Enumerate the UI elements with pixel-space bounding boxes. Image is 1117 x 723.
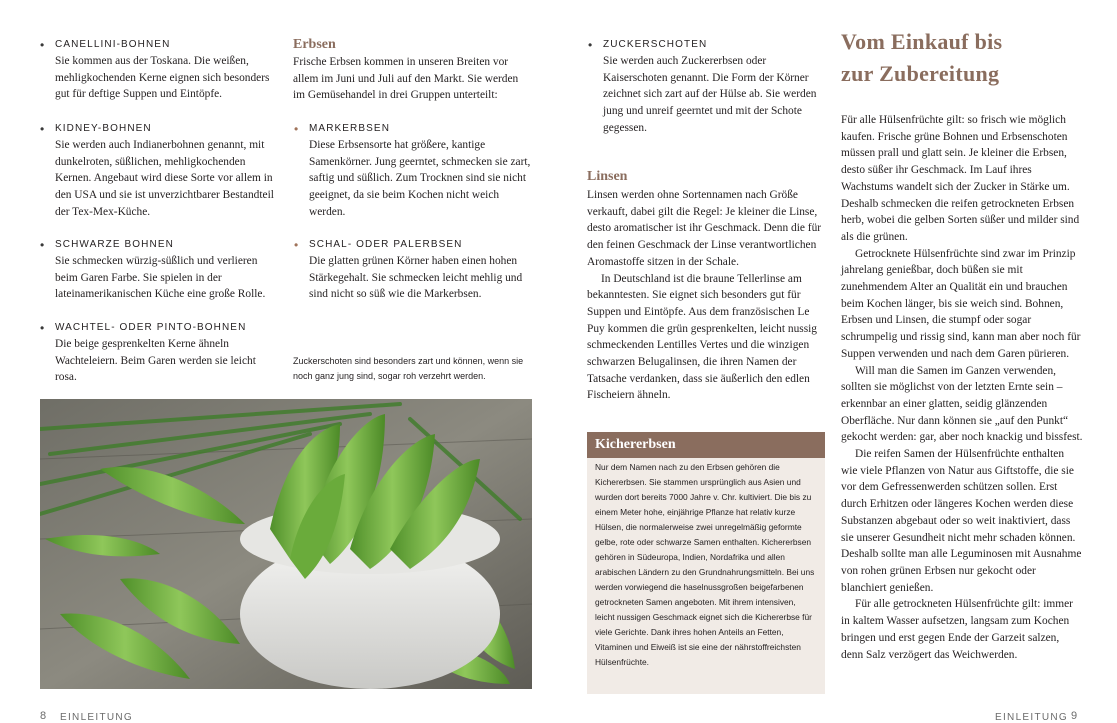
bullet-dot-icon: •: [40, 38, 46, 52]
footer-label-left: EINLEITUNG: [60, 712, 134, 723]
bullet-dot-icon: •: [588, 38, 594, 52]
bullet-schalerbsen: [294, 237, 531, 303]
bullet-dot-icon: •: [294, 238, 300, 252]
bullet-text: Sie werden auch Indianerbohnen genannt, mit dunkelroten, süßlichen, mehligkochenden Kernen. Angebaut wird diese Sorte vor allem in den USA und sie ist unverzichtbarer Bestandteil der Tex-Mex-Küche.: [55, 139, 274, 218]
snow-peas-illustration: [40, 399, 532, 689]
linsen-para-1: Linsen werden ohne Sortennamen nach Größe verkauft, dabei gilt die Regel: Je kleiner die Linse, desto aromatischer ist ihr Geschmack. Denn die für den feinen Geschmack der Linse verantwortlichen Aromastoffe sitzen in der Schale.: [587, 189, 822, 268]
snow-peas-photo: [40, 399, 532, 689]
bullet-wachtel: [40, 320, 277, 386]
page-number-right: 9: [1071, 710, 1078, 722]
section-heading-erbsen: Erbsen: [293, 37, 336, 52]
bullet-title: KIDNEY-BOHNEN: [55, 123, 152, 134]
bullet-text: Sie schmecken würzig-süßlich und verlieren beim Garen Farbe. Sie spielen in der lateinamerikanischen Küche eine große Rolle.: [55, 255, 266, 301]
bullet-text: Sie kommen aus der Toskana. Die weißen, mehligkochenden Kerne eignen sich besonders gut für deftige Suppen und Eintöpfe.: [55, 55, 270, 101]
page-number-left: 8: [40, 710, 47, 722]
bullet-schwarze: [40, 237, 277, 303]
bullet-markerbsen: [294, 121, 531, 221]
bullet-dot-icon: •: [40, 321, 46, 335]
main-heading-line-2: zur Zubereitung: [841, 61, 1000, 86]
bullet-title: CANELLINI-BOHNEN: [55, 39, 171, 50]
main-para-3: Will man die Samen im Ganzen verwenden, sollten sie möglichst von der letzten Ernte sein – erkennbar an einer glatten, seidig glänzenden Oberfläche. Nur dann können sie „auf den Punkt“ gekocht werden: gar, aber noch knackig und bissfest.: [841, 364, 1083, 444]
kichererbsen-text: Nur dem Namen nach zu den Erbsen gehören die Kichererbsen. Sie stammen ursprünglich aus Asien und wurden dort bereits 7000 Jahre v. Chr. kultiviert. Die bis zu einem Meter hohe, einjährige Pflanze hat relativ kurze Hülsen, die normalerweise zwei unregelmäßig geformte gelbe, rote oder schwarze Samen enthalten. Kichererbsen gehören in Südeuropa, Indien, Nordafrika und allen arabischen Ländern zu den Grundnahrungsmitteln. Bei uns werden vorwiegend die haselnussgroßen beigefarbenen getrockneten Samen angeboten. Mit ihrem intensiven, leicht nussigen Geschmack eignet sich die Kichererbse für viele Gerichte. Dank ihres hohen Anteils an Fetten, Vitaminen und Eiweiß ist sie eine der nährstoffreichsten Hülsenfrüchte.: [595, 462, 815, 667]
bullet-title: MARKERBSEN: [309, 123, 391, 134]
bullet-dot-icon: •: [40, 238, 46, 252]
kichererbsen-heading: Kichererbsen: [587, 432, 825, 458]
main-para-5: Für alle getrockneten Hülsenfrüchte gilt: immer in kaltem Wasser aufsetzen, langsam zum Kochen bringen und erst gegen Ende der Garzeit salzen, denn Salz verzögert das Weichwerden.: [841, 598, 1073, 661]
linsen-text: [587, 187, 827, 404]
kichererbsen-box: [587, 432, 825, 694]
main-text: [841, 112, 1083, 663]
linsen-para-2: In Deutschland ist die braune Tellerlinse am bekanntesten. Sie eignet sich besonders gut für Suppen und Eintöpfe. Aus dem französischen Le Puy kommen die grün gesprenkelten, leicht nussig schmeckenden Lentilles Vertes und die winzigen schwarzen Belugalinsen, die ihren Namen der Tatsache verdanken, dass sie äußerlich den edlen Fischeiern ähneln.: [587, 272, 817, 402]
bullet-kidney: [40, 121, 277, 221]
bullet-title: WACHTEL- ODER PINTO-BOHNEN: [55, 322, 247, 333]
footer-label-right: EINLEITUNG: [995, 712, 1069, 723]
main-para-1: Für alle Hülsenfrüchte gilt: so frisch wie möglich kaufen. Frische grüne Bohnen und Erbsenschoten müssen prall und glatt sein. Je kleiner die Erbsen, desto süßer ihr Geschmack. Im Lauf ihres Wachstums wandelt sich der Zucker in Stärke um. Deshalb schmecken die reifen getrockneten Erbsen herb, wobei die gelben Sorten süßer und milder sind als die grünen.: [841, 114, 1080, 243]
bullet-text: Diese Erbsensorte hat größere, kantige Samenkörner. Jung geerntet, schmecken sie zart, saftig und süßlich. Zum Trocknen sind sie nicht geeignet, da sie beim Kochen nicht weich werden.: [309, 139, 531, 218]
bullet-text: Die glatten grünen Körner haben einen hohen Stärkegehalt. Sie schmecken leicht mehlig und sind nicht so süß wie die Markerbsen.: [309, 255, 523, 301]
bullet-dot-icon: •: [294, 122, 300, 136]
bullet-text: Sie werden auch Zuckererbsen oder Kaiserschoten genannt. Die Form der Körner zeichnet sich zart auf der Hülse ab. Sie werden jung und unreif geerntet und mit der Schote gegessen.: [603, 55, 817, 134]
main-heading: [841, 26, 1002, 90]
photo-caption: Zuckerschoten sind besonders zart und können, wenn sie noch ganz jung sind, sogar roh verzehrt werden.: [293, 356, 524, 381]
bullet-dot-icon: •: [40, 122, 46, 136]
bullet-zuckerschoten: [588, 37, 825, 137]
main-para-2: Getrocknete Hülsenfrüchte sind zwar im Prinzip jahrelang genießbar, doch büßen sie mit zunehmendem Alter an Qualität ein und brauchen beim Kochen länger, bis sie weich sind. Bohnen, Erbsen und Linsen, die stumpf oder sogar schrumpelig und rissig sind, kann man aber noch für Suppen verwenden und nach dem Garen pürieren.: [841, 247, 1081, 360]
bullet-title: ZUCKERSCHOTEN: [603, 39, 708, 50]
bullet-title: SCHWARZE BOHNEN: [55, 239, 174, 250]
bullet-title: SCHAL- ODER PALERBSEN: [309, 239, 463, 250]
bullet-text: Die beige gesprenkelten Kerne ähneln Wachteleiern. Beim Garen werden sie leicht rosa.: [55, 338, 256, 384]
main-heading-line-1: Vom Einkauf bis: [841, 29, 1003, 54]
main-para-4: Die reifen Samen der Hülsenfrüchte enthalten wie viele Pflanzen von Natur aus Giftstoffe, die sie vor dem Gefressenwerden schützen sollen. Erst durch Erhitzen oder längeres Kochen werden diese Substanzen abgebaut oder so weit inaktiviert, dass sie unserer Gesundheit nicht mehr schaden können. Deshalb sollte man alle Leguminosen mit Ausnahme von rohen grünen Erbsen nur gekocht oder blanchiert genießen.: [841, 448, 1082, 594]
section-heading-linsen: Linsen: [587, 169, 628, 184]
erbsen-intro: Frische Erbsen kommen in unseren Breiten vor allem im Juni und Juli auf den Markt. Sie werden im Gemüsehandel in drei Gruppen unterteilt:: [293, 56, 519, 102]
bullet-canellini: [40, 37, 277, 103]
